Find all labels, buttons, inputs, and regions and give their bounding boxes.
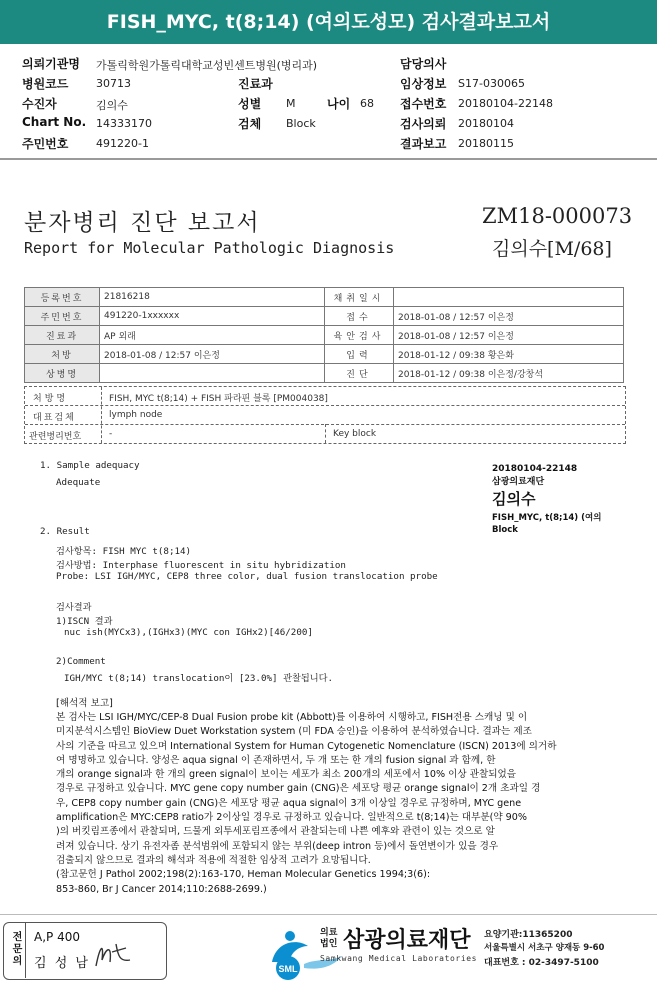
diag-value: 2018-01-12 / 09:38 이은정/강창석 — [394, 364, 624, 383]
ward-value — [100, 364, 325, 383]
stamp-name: 김의수 — [492, 490, 536, 508]
registration-table — [24, 287, 624, 383]
org-name-english: Samkwang Medical Laboratories — [320, 954, 478, 963]
interpretation-line: amplification은 MYC:CEP8 ratio가 2이상일 경우로 규정하고 있습니다. 일반적으로 t(8;14)는 대부분(약 90% — [56, 812, 527, 824]
related-label: 관련병리번호 — [29, 432, 82, 442]
interpretation-line: 우, CEP8 copy number gain (CNG)은 세포당 평균 aqua signal이 3개 이상일 경우로 규정하며, MYC gene — [56, 797, 522, 809]
patient-label: 수진자 — [22, 97, 57, 111]
org-prefix-line2: 법인 — [320, 939, 338, 949]
rep-specimen-value: lymph node — [109, 410, 163, 420]
test-item: 검사항목: FISH MYC t(8;14) — [56, 546, 192, 557]
dept-label: 진료과 — [25, 326, 100, 345]
header-divider — [0, 158, 657, 160]
dept-label: 진료과 — [238, 77, 273, 91]
org-address: 서울특별시 서초구 양재동 9-60 — [484, 943, 605, 953]
interpretation-text — [56, 711, 616, 897]
specimen-value: Block — [286, 117, 316, 130]
age-label: 나이 — [327, 97, 351, 111]
prescriber-value: 2018-01-08 / 12:57 이은정 — [100, 345, 325, 364]
sex-value: M — [286, 97, 296, 110]
request-value: 20180104 — [458, 117, 514, 130]
interpretation-line: 경우로 규정하고 있습니다. MYC gene copy number gain (CNG)은 세포당 평균 orange signal이 2개 초과일 경 — [56, 783, 541, 795]
table-row — [25, 288, 624, 307]
interpretation-line: 853-860, Br J Cancer 2014;110:2688-2699.) — [56, 883, 267, 895]
page-title: FISH_MYC, t(8;14) (여의도성모) 검사결과보고서 — [0, 0, 657, 44]
section-sample-adequacy: 1. Sample adequacy — [40, 460, 140, 471]
ward-label: 상병명 — [25, 364, 100, 383]
receipt-value: 20180104-22148 — [458, 97, 553, 110]
keyblock-label: Key block — [333, 429, 377, 439]
clinical-value: S17-030065 — [458, 77, 525, 90]
rrn-value: 491220-1 — [96, 137, 149, 150]
table-row — [25, 345, 624, 364]
stamp-test: FISH_MYC, t(8;14) (여의 — [492, 513, 602, 523]
specialist-name: 김 성 남 — [34, 956, 90, 971]
report-patient-tag: 김의수[M/68] — [492, 238, 612, 260]
clinical-label: 임상정보 — [400, 77, 447, 91]
hospital-code-value: 30713 — [96, 77, 131, 90]
comment-value: IGH/MYC t(8;14) translocation이 [23.0%] 관찰됩니다. — [64, 673, 333, 684]
collect-label: 채취일시 — [325, 288, 394, 307]
receive-value: 2018-01-08 / 12:57 이은정 — [394, 307, 624, 326]
iscn-heading: 1)ISCN 결과 — [56, 616, 113, 627]
chart-value: 14333170 — [96, 117, 152, 130]
interpretation-line: 여 명명하고 있습니다. 양성은 aqua signal 이 존재하면서, 두 개 또는 한 개의 fusion signal 과 함께, 한 — [56, 754, 496, 766]
entry-value: 2018-01-12 / 09:38 황은화 — [394, 345, 624, 364]
reg-label: 등록번호 — [25, 288, 100, 307]
probe: Probe: LSI IGH/MYC, CEP8 three color, dual fusion translocation probe — [56, 571, 438, 582]
receipt-label: 접수번호 — [400, 97, 447, 111]
grossing-value: 2018-01-08 / 12:57 이은정 — [394, 326, 624, 345]
sex-label: 성별 — [238, 97, 262, 111]
entry-label: 입력 — [325, 345, 394, 364]
svg-text:SML: SML — [278, 964, 298, 974]
stamp-receipt: 20180104-22148 — [492, 464, 578, 474]
dept-value: AP 외래 — [100, 326, 325, 345]
rrn-value: 491220-1xxxxxx — [100, 307, 325, 326]
table-row — [25, 307, 624, 326]
footer-divider — [0, 914, 657, 915]
specimen-stamp — [492, 464, 601, 535]
interpretation-line: 미지분석시스템인 BioView Duet Workstation system (미 FDA 승인)을 이용하여 분석하였습니다. 결과는 제조 — [56, 726, 532, 738]
age-value: 68 — [360, 97, 374, 110]
request-label: 검사의뢰 — [400, 117, 447, 131]
org-phone: 대표번호 : 02-3497-5100 — [484, 958, 599, 968]
org-prefix — [320, 928, 337, 950]
rrn-label: 주민번호 — [22, 137, 69, 151]
interpretation-heading: [해석적 보고] — [56, 698, 113, 709]
patient-value: 김의수 — [96, 99, 128, 112]
iscn-value: nuc ish(MYCx3),(IGHx3)(MYC con IGHx2)[46/200] — [64, 627, 313, 638]
order-value: FISH, MYC t(8;14) + FISH 파라핀 블록 [PM004038] — [109, 394, 328, 404]
order-box — [24, 386, 626, 444]
collect-value — [394, 288, 624, 307]
chart-label: Chart No. — [22, 115, 87, 129]
interpretation-line: 사의 기준을 따르고 있으며 International System for Human Cytogenetic Nomenclature (ISCN) 2013에 의거하 — [56, 740, 557, 752]
hospital-code-label: 병원코드 — [22, 77, 69, 91]
signature-side — [3, 922, 26, 978]
report-title-korean: 분자병리 진단 보고서 — [24, 210, 261, 236]
org-name: 삼광의료재단 — [343, 928, 471, 953]
specialist-side-label: 전문의 — [10, 931, 21, 967]
order-label: 처방명 — [33, 394, 69, 404]
report-title-english: Report for Molecular Pathologic Diagnosis — [24, 239, 395, 257]
section-result: 2. Result — [40, 526, 90, 537]
org-prefix-line1: 의료 — [320, 928, 338, 938]
doctor-label: 담당의사 — [400, 57, 447, 71]
prescriber-label: 처방 — [25, 345, 100, 364]
specialist-number: A,P 400 — [34, 930, 80, 944]
interpretation-line: 려져 있습니다. 상기 유전자좀 분석범위에 포함되지 않는 부위(deep intron 등)에서 돌연변이가 있을 경우 — [56, 840, 499, 852]
diag-label: 진단 — [325, 364, 394, 383]
table-row — [25, 326, 624, 345]
stamp-org: 삼광의료재단 — [492, 477, 545, 487]
table-row — [25, 364, 624, 383]
institution-value: 가톨릭학원가톨릭대학교성빈센트병원(병리과) — [96, 59, 318, 72]
reg-value: 21816218 — [100, 288, 325, 307]
result-heading: 검사결과 — [56, 602, 92, 613]
interpretation-line: (참고문헌 J Pathol 2002;198(2):163-170, Heman Molecular Genetics 1994;3(6): — [56, 869, 431, 881]
interpretation-line: 본 검사는 LSI IGH/MYC/CEP-8 Dual Fusion probe kit (Abbott)를 이용하여 시행하고, FISH전용 스캐닝 및 이 — [56, 712, 528, 723]
comment-heading: 2)Comment — [56, 656, 106, 667]
signature-box — [3, 922, 167, 980]
interpretation-line: 개의 orange signal과 한 개의 green signal이 보이는 세포가 최소 200개의 세포에서 10% 이상 관찰되었을 — [56, 769, 517, 781]
care-code: 요양기관:11365200 — [484, 930, 573, 940]
specimen-label: 검체 — [238, 117, 262, 131]
receive-label: 접수 — [325, 307, 394, 326]
grossing-label: 육안검사 — [325, 326, 394, 345]
interpretation-line: 검출되지 않으므로 결과의 해석과 적용에 적절한 임상적 고려가 요망됩니다. — [56, 854, 371, 866]
rrn-label: 주민번호 — [25, 307, 100, 326]
institution-label: 의뢰기관명 — [22, 57, 80, 71]
signature-mark — [90, 938, 134, 972]
report-number: ZM18-000073 — [482, 204, 633, 228]
stamp-specimen: Block — [492, 525, 518, 535]
sample-adequacy-value: Adequate — [56, 477, 101, 488]
related-value: - — [109, 429, 113, 439]
rep-specimen-label: 대표검체 — [33, 413, 76, 423]
interpretation-line: )의 버킷림프종에서 관찰되며, 드물게 외투세포림프종에서 관찰되는데 나쁜 예후와 관련이 있는 것으로 알 — [56, 826, 495, 838]
test-method: 검사방법: Interphase fluorescent in situ hybridization — [56, 560, 346, 571]
report-date-label: 결과보고 — [400, 137, 447, 151]
report-date-value: 20180115 — [458, 137, 514, 150]
